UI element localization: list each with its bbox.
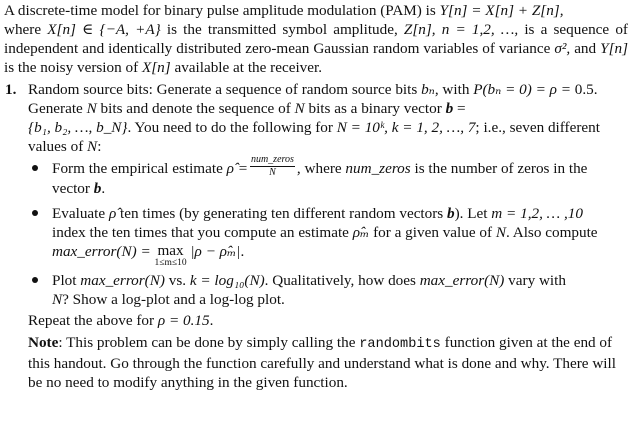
max-operator-label: max (157, 242, 184, 260)
item1-text (28, 80, 628, 156)
bullet3-text-b: vs. (164, 272, 190, 290)
fraction (250, 154, 295, 179)
bullet3-text-a: Plot (52, 272, 81, 290)
math-variance: σ², (554, 40, 571, 57)
item1-text-g: . You need to do the following for (127, 119, 337, 136)
item1-text-c: 0.5. Generate (28, 81, 598, 117)
bullet2-text-g: . (240, 243, 245, 261)
math-rho-hat-m: ρ̂ₘ (352, 224, 370, 242)
intro-text: is the noisy version of (4, 59, 142, 76)
bullet2-text-f: . Also compute (505, 224, 598, 242)
intro-paragraph (4, 1, 628, 77)
note-text-b: function given at the end of this handout. Go through the function carefully and understand what is done and why. There will be no need to modify anything in the given function. (28, 334, 616, 392)
item1-text-i: : (97, 138, 102, 155)
intro-text: is a sequence of independent and identically distributed zero-mean Gaussian random variables of variance (4, 21, 628, 57)
math-x: X[n] (141, 59, 171, 76)
intro-text: and (570, 40, 601, 57)
bullet3-text (52, 271, 628, 309)
item1-text-f: = (453, 100, 466, 117)
max-operator (155, 242, 187, 268)
math-prob: P(bₙ = 0) = ρ = (473, 81, 571, 98)
item1-text-a: Random source bits: Generate a sequence of random source bits (28, 81, 422, 98)
fraction-numerator: num_zeros (250, 154, 294, 166)
math-bit-set: {b₁, b₂, …, b_N} (28, 119, 128, 136)
bullet1-text-c: is the number of zeros in the vector (52, 160, 588, 198)
math-symbol-set: X[n] ∈ {−A, +A} (47, 21, 161, 38)
bullet1-text-d: . (101, 180, 106, 198)
bullet1-text-a: Form the empirical estimate (52, 160, 227, 177)
math-vector-b: b (445, 100, 454, 117)
math-N: N (86, 100, 97, 117)
bullet2-text (52, 204, 628, 268)
item-number: 1. (5, 81, 17, 98)
intro-text: where (4, 21, 48, 38)
max-operator-subscript: 1≤m≤10 (154, 258, 187, 269)
math-N: N (495, 224, 506, 242)
bullet1-text (52, 154, 628, 198)
repeat-instruction (4, 311, 628, 330)
math-vector-b: b (447, 205, 455, 223)
item1-text-e: bits as a binary vector (304, 100, 446, 117)
math-max-error: max_error(N) (80, 272, 165, 290)
bullet-evaluate-ten-times (28, 204, 628, 268)
item1-text-b: , with (434, 81, 474, 98)
math-pam-model: Y[n] = X[n] + Z[n], (439, 2, 564, 19)
repeat-text-b: . (209, 312, 214, 330)
bullet2-text-c: ). Let (454, 205, 492, 223)
math-max-error: max_error(N) (419, 272, 505, 290)
math-m-range: m = 1,2, … ,10 (491, 205, 583, 223)
bullet3-text-e: ? Show a log-plot and a log-log plot. (62, 291, 285, 309)
bullet2-text-b: ten times (by generating ten different random vectors (116, 205, 448, 223)
math-rho-hat: ρ̂ = (226, 160, 248, 177)
math-k-log: k = log₁₀(N) (189, 272, 265, 290)
bullet-empirical-estimate (28, 154, 628, 198)
fraction-denominator: N (269, 167, 276, 179)
math-rho-hat: ρ̂ (108, 205, 117, 223)
document-page (4, 1, 628, 392)
bullet-plot (28, 271, 628, 309)
note-label: Note (28, 334, 59, 352)
bullet2-text-a: Evaluate (52, 205, 109, 223)
math-abs-diff: |ρ − ρ̂ₘ| (190, 243, 241, 261)
item1-text-h: ; i.e., seven different values of (28, 119, 600, 155)
bullet2-text-d: index the ten times that you compute an estimate (52, 224, 353, 242)
numbered-item-1 (4, 80, 628, 309)
math-bn: bₙ (421, 81, 435, 98)
note-text-a: : This problem can be done by simply calling the (58, 334, 360, 352)
item1-text-d: bits and denote the sequence of (96, 100, 295, 117)
intro-text: available at the receiver. (170, 59, 323, 76)
math-vector-b: b (93, 180, 102, 198)
math-noise-seq: Z[n], n = 1,2, …, (403, 21, 519, 38)
math-N: N (52, 291, 63, 309)
math-N-range: N = 10ᵏ, k = 1, 2, …, 7 (336, 119, 476, 136)
math-N: N (294, 100, 305, 117)
math-max-error: max_error(N) = (52, 243, 151, 261)
math-num-zeros: num_zeros (345, 160, 411, 177)
math-N: N (87, 138, 98, 155)
bullet1-text-b: , where (296, 160, 346, 177)
intro-text: is the transmitted symbol amplitude, (160, 21, 404, 38)
intro-text: A discrete-time model for binary pulse amplitude modulation (PAM) is (4, 2, 440, 19)
note-paragraph (4, 333, 628, 392)
math-y: Y[n] (600, 40, 629, 57)
bullet2-text-e: for a given value of (369, 224, 496, 242)
repeat-text-a: Repeat the above for (28, 312, 158, 330)
bullet3-text-c: . Qualitatively, how does (264, 272, 420, 290)
function-name-code: randombits (359, 337, 441, 353)
bullet3-text-d: vary with (504, 272, 566, 290)
math-rho-value: ρ = 0.15 (157, 312, 210, 330)
